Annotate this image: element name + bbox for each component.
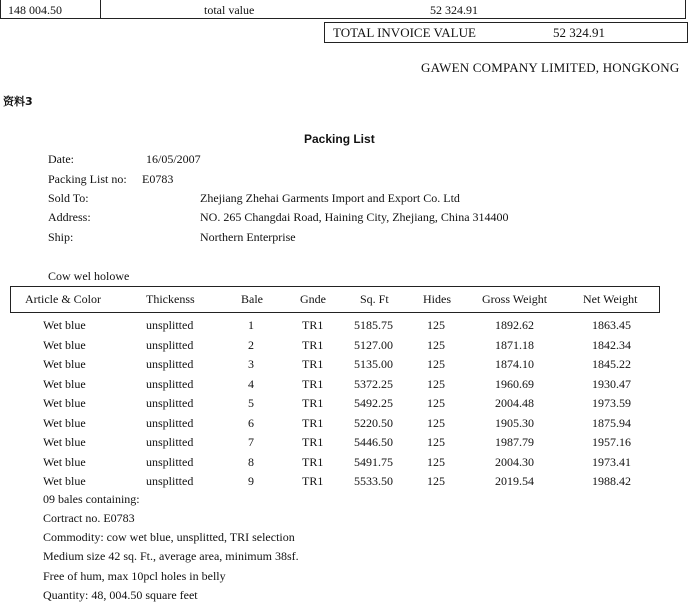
cell-bale: 9 (248, 474, 254, 488)
cell-gross-weight: 2004.30 (495, 455, 534, 469)
company-name: GAWEN COMPANY LIMITED, HONGKONG (421, 60, 680, 75)
row-divider (0, 0, 1, 18)
cell-gross-weight: 2004.48 (495, 396, 534, 410)
note-quality: Free of hum, max 10pcl holes in belly (43, 569, 226, 583)
cell-gross-weight: 1871.18 (495, 338, 534, 352)
field-value-sold-to: Zhejiang Zhehai Garments Import and Export Co. Ltd (200, 191, 460, 205)
cell-sqft: 5492.25 (354, 396, 393, 410)
cell-article: Wet blue (43, 377, 86, 391)
cell-article: Wet blue (43, 435, 86, 449)
cell-net-weight: 1973.41 (592, 455, 631, 469)
cell-bale: 8 (248, 455, 254, 469)
product-description: Cow wel holowe (48, 269, 130, 283)
cell-article: Wet blue (43, 455, 86, 469)
cell-bale: 5 (248, 396, 254, 410)
cell-net-weight: 1875.94 (592, 416, 631, 430)
note-bales: 09 bales containing: (43, 492, 140, 506)
cell-hides: 125 (427, 377, 445, 391)
cell-article: Wet blue (43, 396, 86, 410)
col-header-net-weight: Net Weight (583, 292, 638, 306)
field-label-sold-to: Sold To: (48, 191, 89, 205)
section-label: 资料3 (3, 95, 33, 108)
field-value-address: NO. 265 Changdai Road, Haining City, Zhejiang, China 314400 (200, 210, 509, 224)
cell-thickness: unsplitted (146, 435, 194, 449)
cell-bale: 7 (248, 435, 254, 449)
note-contract: Cortract no. E0783 (43, 511, 135, 525)
field-label-ship: Ship: (48, 230, 74, 244)
cell-bale: 3 (248, 357, 254, 371)
cell-grade: TR1 (302, 416, 324, 430)
cell-bale: 1 (248, 318, 254, 332)
cell-grade: TR1 (302, 396, 324, 410)
cell-sqft: 5185.75 (354, 318, 393, 332)
cell-grade: TR1 (302, 377, 324, 391)
cell-grade: TR1 (302, 318, 324, 332)
cell-grade: TR1 (302, 435, 324, 449)
total-value-label: total value (204, 3, 255, 17)
cell-thickness: unsplitted (146, 474, 194, 488)
col-header-bale: Bale (241, 292, 263, 306)
cell-sqft: 5127.00 (354, 338, 393, 352)
cell-thickness: unsplitted (146, 357, 194, 371)
col-header-gross-weight: Gross Weight (482, 292, 548, 306)
total-invoice-label: TOTAL INVOICE VALUE (333, 25, 476, 40)
cell-net-weight: 1988.42 (592, 474, 631, 488)
cell-gross-weight: 1892.62 (495, 318, 534, 332)
cell-article: Wet blue (43, 318, 86, 332)
cell-gross-weight: 1905.30 (495, 416, 534, 430)
cell-hides: 125 (427, 357, 445, 371)
cell-sqft: 5220.50 (354, 416, 393, 430)
total-value-amount: 52 324.91 (430, 3, 478, 17)
cell-hides: 125 (427, 416, 445, 430)
cell-net-weight: 1957.16 (592, 435, 631, 449)
note-commodity: Commodity: cow wet blue, unsplitted, TRI selection (43, 530, 295, 544)
cell-hides: 125 (427, 318, 445, 332)
col-header-article: Article & Color (25, 292, 101, 306)
cell-net-weight: 1973.59 (592, 396, 631, 410)
cell-thickness: unsplitted (146, 396, 194, 410)
top-total-row (0, 0, 686, 19)
field-value-date: 16/05/2007 (146, 152, 201, 166)
col-header-sqft: Sq. Ft (360, 292, 389, 306)
packing-list-title: Packing List (304, 132, 375, 146)
total-invoice-value: 52 324.91 (553, 25, 605, 40)
cell-gross-weight: 1960.69 (495, 377, 534, 391)
cell-net-weight: 1845.22 (592, 357, 631, 371)
cell-bale: 4 (248, 377, 254, 391)
cell-gross-weight: 1874.10 (495, 357, 534, 371)
cell-gross-weight: 2019.54 (495, 474, 534, 488)
col-header-thickness: Thickenss (146, 292, 195, 306)
cell-hides: 125 (427, 396, 445, 410)
cell-hides: 125 (427, 435, 445, 449)
cell-sqft: 5491.75 (354, 455, 393, 469)
cell-gross-weight: 1987.79 (495, 435, 534, 449)
cell-thickness: unsplitted (146, 416, 194, 430)
cell-net-weight: 1930.47 (592, 377, 631, 391)
cell-net-weight: 1863.45 (592, 318, 631, 332)
cell-sqft: 5446.50 (354, 435, 393, 449)
col-header-grade: Gnde (300, 292, 326, 306)
cell-sqft: 5372.25 (354, 377, 393, 391)
top-left-value: 148 004.50 (8, 3, 62, 17)
field-label-address: Address: (48, 210, 91, 224)
table-header-box (10, 286, 660, 313)
cell-bale: 6 (248, 416, 254, 430)
cell-grade: TR1 (302, 474, 324, 488)
cell-grade: TR1 (302, 338, 324, 352)
col-header-hides: Hides (423, 292, 451, 306)
cell-hides: 125 (427, 338, 445, 352)
cell-article: Wet blue (43, 338, 86, 352)
cell-grade: TR1 (302, 455, 324, 469)
cell-thickness: unsplitted (146, 377, 194, 391)
cell-hides: 125 (427, 455, 445, 469)
cell-article: Wet blue (43, 357, 86, 371)
field-value-ship: Northern Enterprise (200, 230, 296, 244)
cell-thickness: unsplitted (146, 455, 194, 469)
row-divider (100, 0, 101, 18)
cell-sqft: 5533.50 (354, 474, 393, 488)
cell-article: Wet blue (43, 416, 86, 430)
note-quantity: Quantity: 48, 004.50 square feet (43, 588, 198, 602)
cell-thickness: unsplitted (146, 338, 194, 352)
cell-hides: 125 (427, 474, 445, 488)
cell-bale: 2 (248, 338, 254, 352)
cell-thickness: unsplitted (146, 318, 194, 332)
field-label-date: Date: (48, 152, 74, 166)
cell-article: Wet blue (43, 474, 86, 488)
row-divider (685, 0, 686, 18)
field-label-packing-no: Packing List no: (48, 172, 127, 186)
field-value-packing-no: E0783 (142, 172, 174, 186)
cell-net-weight: 1842.34 (592, 338, 631, 352)
cell-grade: TR1 (302, 357, 324, 371)
cell-sqft: 5135.00 (354, 357, 393, 371)
note-size: Medium size 42 sq. Ft., average area, minimum 38sf. (43, 549, 299, 563)
